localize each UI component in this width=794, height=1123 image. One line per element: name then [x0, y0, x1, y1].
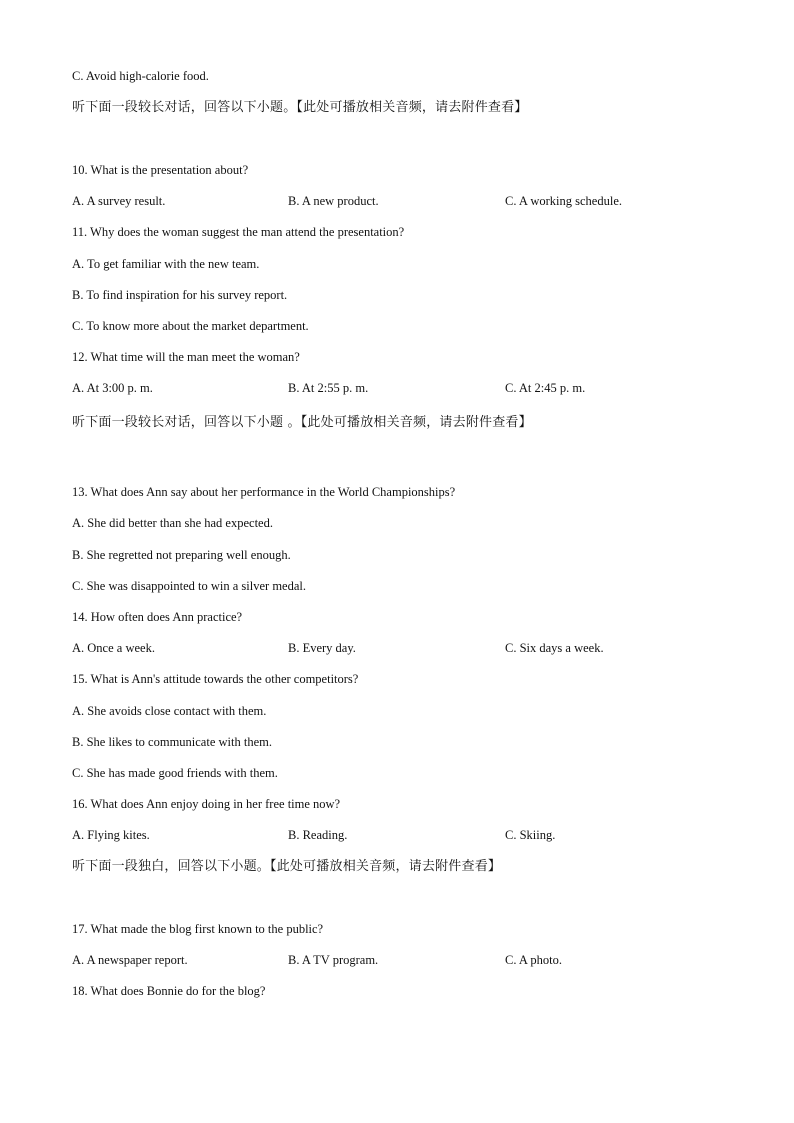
q10-options [72, 193, 722, 209]
q10-question: 10. What is the presentation about? [72, 163, 249, 177]
q12-option-a: A. At 3:00 p. m. [72, 381, 153, 395]
q18-question: 18. What does Bonnie do for the blog? [72, 984, 266, 998]
q14-option-a: A. Once a week. [72, 641, 155, 655]
listening-instruction-2: 听下面一段较长对话，回答以下小题 。【此处可播放相关音频，请去附件查看】 [72, 415, 532, 430]
q14-options [72, 640, 722, 656]
q13-option-b: B. She regretted not preparing well enough. [72, 548, 291, 562]
q11-option-b: B. To find inspiration for his survey report. [72, 288, 288, 302]
listening-instruction-3: 听下面一段独白，回答以下小题。【此处可播放相关音频，请去附件查看】 [72, 859, 502, 874]
q15-option-a: A. She avoids close contact with them. [72, 704, 267, 718]
q17-question: 17. What made the blog first known to the public? [72, 922, 324, 936]
q13-option-c: C. She was disappointed to win a silver medal. [72, 579, 306, 593]
listening-instruction-1: 听下面一段较长对话，回答以下小题。【此处可播放相关音频，请去附件查看】 [72, 100, 528, 115]
q16-option-a: A. Flying kites. [72, 828, 150, 842]
q10-option-b: B. A new product. [288, 194, 379, 208]
q17-option-c: C. A photo. [505, 953, 562, 967]
q15-question: 15. What is Ann's attitude towards the other competitors? [72, 672, 359, 686]
q16-option-b: B. Reading. [288, 828, 348, 842]
q14-option-b: B. Every day. [288, 641, 356, 655]
q12-question: 12. What time will the man meet the woman? [72, 350, 300, 364]
q12-option-c: C. At 2:45 p. m. [505, 381, 586, 395]
q17-option-a: A. A newspaper report. [72, 953, 188, 967]
q14-option-c: C. Six days a week. [505, 641, 604, 655]
q15-option-c: C. She has made good friends with them. [72, 766, 278, 780]
q16-question: 16. What does Ann enjoy doing in her free time now? [72, 797, 341, 811]
q12-option-b: B. At 2:55 p. m. [288, 381, 369, 395]
q11-option-a: A. To get familiar with the new team. [72, 257, 260, 271]
q10-option-a: A. A survey result. [72, 194, 166, 208]
q12-options [72, 380, 722, 396]
q15-option-b: B. She likes to communicate with them. [72, 735, 272, 749]
q17-option-b: B. A TV program. [288, 953, 379, 967]
q10-option-c: C. A working schedule. [505, 194, 623, 208]
q14-question: 14. How often does Ann practice? [72, 610, 243, 624]
q11-option-c: C. To know more about the market department. [72, 319, 309, 333]
q17-options [72, 952, 722, 968]
q13-question: 13. What does Ann say about her performance in the World Championships? [72, 485, 456, 499]
q9-option-c: C. Avoid high-calorie food. [72, 69, 209, 83]
q16-option-c: C. Skiing. [505, 828, 556, 842]
q13-option-a: A. She did better than she had expected. [72, 516, 273, 530]
q16-options [72, 827, 722, 843]
q11-question: 11. Why does the woman suggest the man attend the presentation? [72, 225, 405, 239]
